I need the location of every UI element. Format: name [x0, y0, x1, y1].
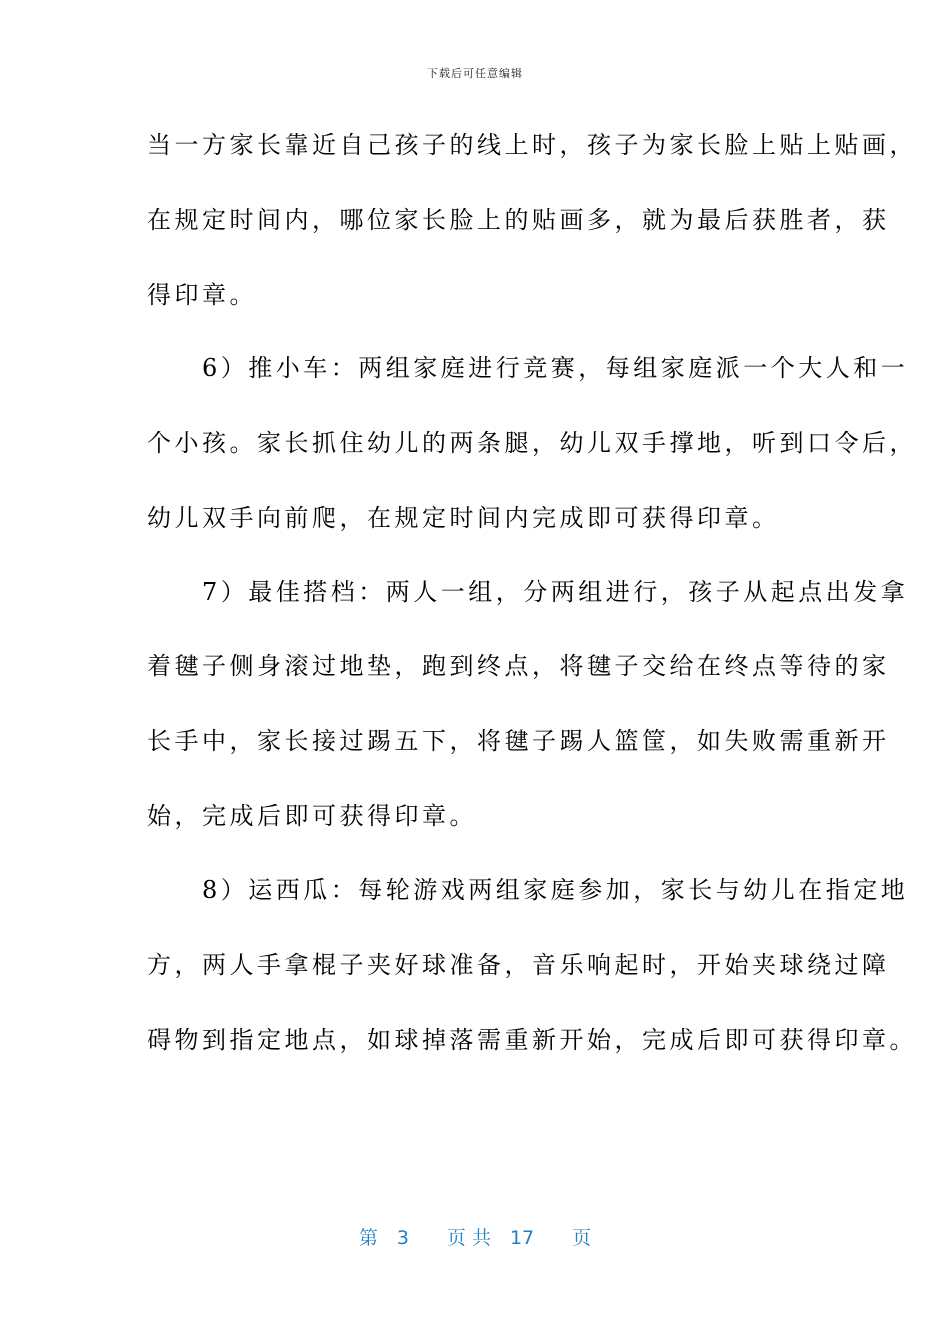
text-line: 得印章。 — [147, 281, 257, 309]
text-line: 始，完成后即可获得印章。 — [147, 802, 477, 830]
text-line: 当一方家长靠近自己孩子的线上时，孩子为家长脸上贴上贴画， — [147, 131, 917, 159]
text-line: 方，两人手拿棍子夹好球准备，音乐响起时，开始夹球绕过障 — [147, 951, 890, 979]
page-number-footer: 第 3 页 共 17 页 — [358, 1227, 592, 1249]
page-header-note: 下载后可任意编辑 — [427, 67, 523, 80]
text-line: 幼儿双手向前爬，在规定时间内完成即可获得印章。 — [147, 504, 780, 532]
text-line: 7）最佳搭档：两人一组，分两组进行，孩子从起点出发拿 — [147, 578, 909, 606]
text-line: 着毽子侧身滚过地垫，跑到终点，将毽子交给在终点等待的家 — [147, 652, 890, 680]
text-line: 长手中，家长接过踢五下，将毽子踢人篮筐，如失败需重新开 — [147, 727, 890, 755]
text-line: 8）运西瓜：每轮游戏两组家庭参加，家长与幼儿在指定地 — [147, 876, 909, 904]
text-line: 在规定时间内，哪位家长脸上的贴画多，就为最后获胜者，获 — [147, 206, 890, 234]
text-line: 6）推小车：两组家庭进行竞赛，每组家庭派一个大人和一 — [147, 354, 909, 382]
text-line: 碍物到指定地点，如球掉落需重新开始，完成后即可获得印章。 — [147, 1026, 917, 1054]
text-line: 个小孩。家长抓住幼儿的两条腿，幼儿双手撑地，听到口令后， — [147, 429, 917, 457]
